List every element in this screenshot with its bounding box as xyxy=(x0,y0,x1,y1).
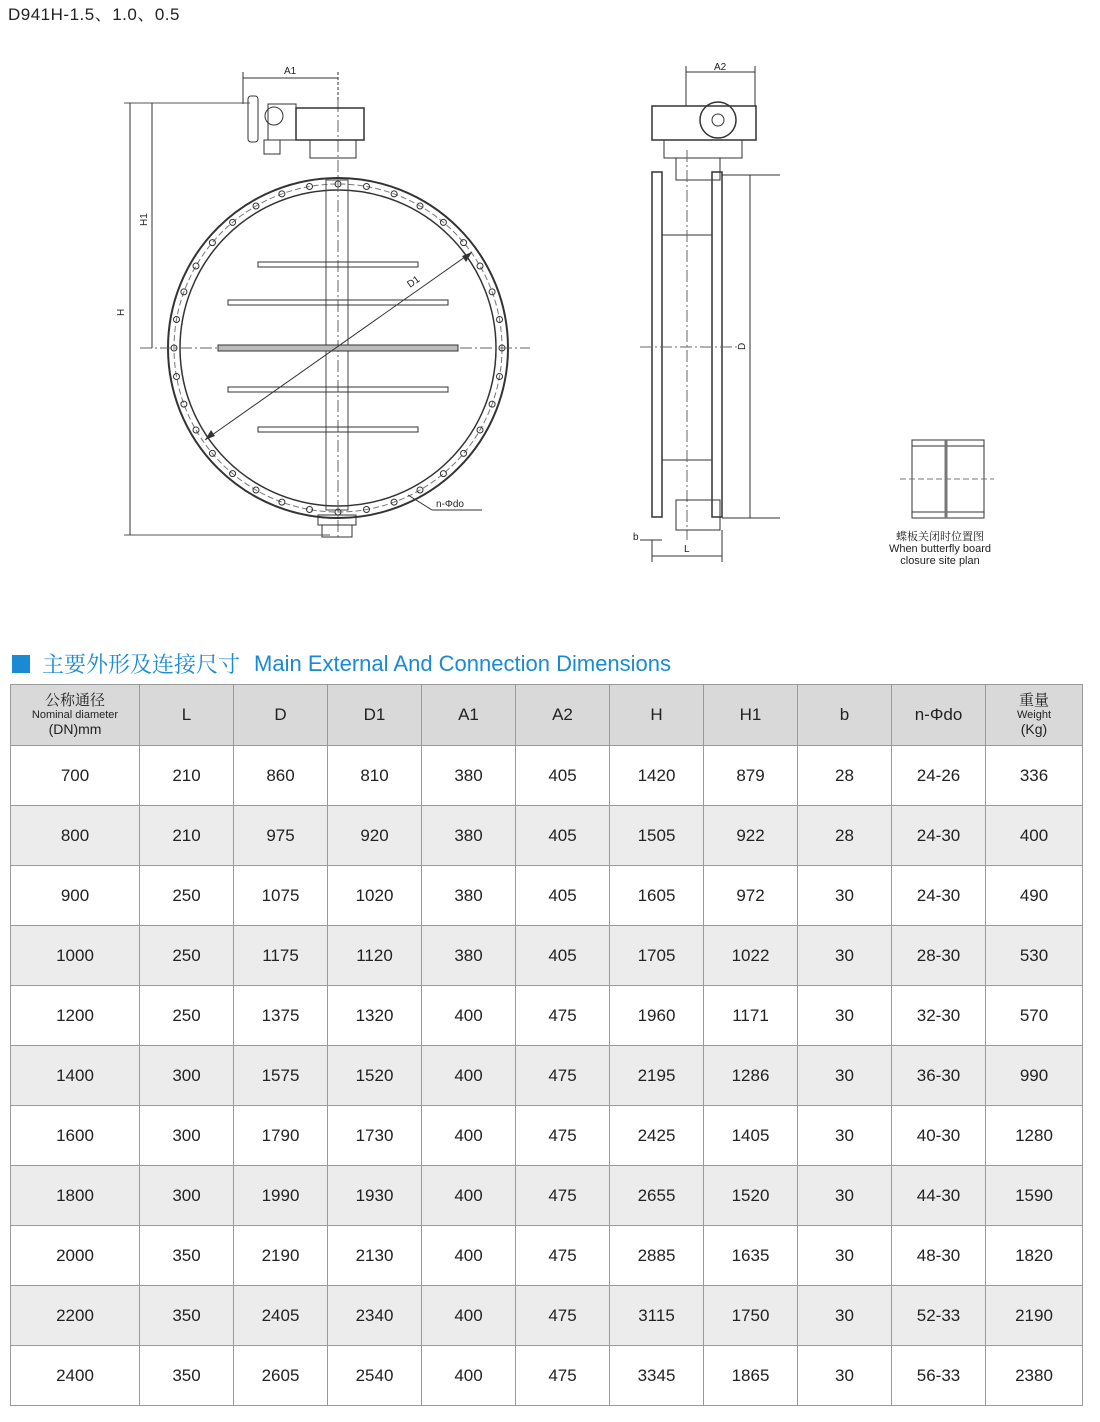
table-cell: 380 xyxy=(422,746,516,806)
table-row xyxy=(11,1346,1083,1406)
table-row xyxy=(11,1286,1083,1346)
table-body xyxy=(11,746,1083,1406)
table-cell: 1990 xyxy=(234,1166,328,1226)
table-cell: 1635 xyxy=(704,1226,798,1286)
table-cell: 350 xyxy=(140,1286,234,1346)
table-cell: 48-30 xyxy=(892,1226,986,1286)
header-cell: H1 xyxy=(704,685,798,746)
section-heading xyxy=(12,648,671,679)
table-cell: 1820 xyxy=(986,1226,1083,1286)
table-cell: 405 xyxy=(516,926,610,986)
table-cell: 1405 xyxy=(704,1106,798,1166)
table-cell: 380 xyxy=(422,806,516,866)
table-row xyxy=(11,746,1083,806)
table-cell: 300 xyxy=(140,1046,234,1106)
section-title-cn: 主要外形及连接尺寸 xyxy=(42,652,241,677)
header-dn xyxy=(11,685,140,746)
bolt-hole xyxy=(193,427,199,433)
dimensions-table xyxy=(10,684,1083,1406)
table-cell: 860 xyxy=(234,746,328,806)
gearbox-bracket xyxy=(310,140,356,158)
header-weight-en: Weight xyxy=(1016,709,1052,721)
side-view xyxy=(633,62,780,562)
table-cell: 900 xyxy=(11,866,140,926)
header-cell: A1 xyxy=(422,685,516,746)
bolt-label: n-Φdo xyxy=(436,499,464,510)
table-cell: 2405 xyxy=(234,1286,328,1346)
table-cell: 975 xyxy=(234,806,328,866)
bolt-hole xyxy=(477,263,483,269)
table-cell: 30 xyxy=(798,1166,892,1226)
header-dn-cn: 公称通径 xyxy=(44,692,105,709)
table-cell: 475 xyxy=(516,1166,610,1226)
table-cell: 2425 xyxy=(610,1106,704,1166)
table-cell: 570 xyxy=(986,986,1083,1046)
table-cell: 1505 xyxy=(610,806,704,866)
table-cell: 700 xyxy=(11,746,140,806)
table-cell: 52-33 xyxy=(892,1286,986,1346)
header-cell: A2 xyxy=(516,685,610,746)
table-cell: 400 xyxy=(422,1106,516,1166)
side-gearbox xyxy=(652,106,756,140)
table-cell: 1420 xyxy=(610,746,704,806)
table-cell: 24-26 xyxy=(892,746,986,806)
table-cell: 300 xyxy=(140,1106,234,1166)
a2-label: A2 xyxy=(714,62,727,73)
table-cell: 1790 xyxy=(234,1106,328,1166)
table-cell: 400 xyxy=(422,1226,516,1286)
b-label: b xyxy=(633,532,639,543)
closure-caption-en-2: closure site plan xyxy=(900,555,980,567)
table-row xyxy=(11,1106,1083,1166)
table-cell: 24-30 xyxy=(892,866,986,926)
table-cell: 1865 xyxy=(704,1346,798,1406)
table-cell: 1020 xyxy=(328,866,422,926)
table-cell: 1520 xyxy=(328,1046,422,1106)
table-cell: 30 xyxy=(798,926,892,986)
header-cell: n-Φdo xyxy=(892,685,986,746)
table-cell: 210 xyxy=(140,806,234,866)
table-cell: 30 xyxy=(798,1286,892,1346)
table-cell: 1000 xyxy=(11,926,140,986)
table-cell: 56-33 xyxy=(892,1346,986,1406)
table-cell: 400 xyxy=(422,986,516,1046)
l-label: L xyxy=(684,544,690,555)
table-cell: 475 xyxy=(516,986,610,1046)
header-dn-unit: (DN)mm xyxy=(48,721,102,737)
side-bracket xyxy=(664,140,742,158)
table-cell: 475 xyxy=(516,1106,610,1166)
table-row xyxy=(11,806,1083,866)
table-row xyxy=(11,1226,1083,1286)
bolt-hole xyxy=(440,471,446,477)
table-cell: 250 xyxy=(140,866,234,926)
h1-label: H1 xyxy=(139,213,150,226)
bolt-hole xyxy=(181,401,187,407)
h-label: H xyxy=(116,308,127,316)
table-cell: 350 xyxy=(140,1226,234,1286)
table-cell: 30 xyxy=(798,1106,892,1166)
closure-caption xyxy=(880,531,1000,567)
header-cell: D1 xyxy=(328,685,422,746)
table-cell: 400 xyxy=(422,1286,516,1346)
table-cell: 922 xyxy=(704,806,798,866)
table-cell: 400 xyxy=(422,1166,516,1226)
closure-caption-cn: 蝶板关闭时位置图 xyxy=(896,531,984,543)
bolt-hole xyxy=(193,263,199,269)
table-cell: 475 xyxy=(516,1226,610,1286)
table-cell: 40-30 xyxy=(892,1106,986,1166)
table-cell: 30 xyxy=(798,866,892,926)
bolt-hole xyxy=(461,450,467,456)
header-weight xyxy=(986,685,1083,746)
table-cell: 2190 xyxy=(234,1226,328,1286)
table-cell: 3345 xyxy=(610,1346,704,1406)
table-cell: 530 xyxy=(986,926,1083,986)
table-cell: 1400 xyxy=(11,1046,140,1106)
table-cell: 405 xyxy=(516,806,610,866)
a1-label: A1 xyxy=(284,66,297,77)
gearbox-housing xyxy=(296,108,364,140)
table-row xyxy=(11,866,1083,926)
table-cell: 30 xyxy=(798,986,892,1046)
table-cell: 350 xyxy=(140,1346,234,1406)
side-flange-left xyxy=(652,172,662,517)
table-cell: 30 xyxy=(798,1346,892,1406)
table-cell: 44-30 xyxy=(892,1166,986,1226)
table-cell: 300 xyxy=(140,1166,234,1226)
table-cell: 810 xyxy=(328,746,422,806)
header-weight-cn: 重量 xyxy=(1018,692,1049,709)
d1-label: D1 xyxy=(405,274,423,291)
handwheel-side-icon xyxy=(700,102,736,138)
table-cell: 1600 xyxy=(11,1106,140,1166)
bolt-hole xyxy=(209,240,215,246)
table-cell: 1075 xyxy=(234,866,328,926)
table-cell: 3115 xyxy=(610,1286,704,1346)
table-cell: 405 xyxy=(516,746,610,806)
table-cell: 1320 xyxy=(328,986,422,1046)
table-cell: 2655 xyxy=(610,1166,704,1226)
table-cell: 1960 xyxy=(610,986,704,1046)
table-cell: 2540 xyxy=(328,1346,422,1406)
side-hub-bottom xyxy=(676,500,720,530)
header-cell: b xyxy=(798,685,892,746)
gear-boss xyxy=(264,140,280,154)
header-dn-en: Nominal diameter xyxy=(31,709,119,721)
table-header-row xyxy=(11,685,1083,746)
table-cell: 28 xyxy=(798,746,892,806)
closure-caption-en-1: When butterfly board xyxy=(888,543,992,555)
table-cell: 400 xyxy=(422,1046,516,1106)
table-row xyxy=(11,986,1083,1046)
table-cell: 990 xyxy=(986,1046,1083,1106)
table-cell: 380 xyxy=(422,926,516,986)
bolt-hole xyxy=(279,499,285,505)
table-cell: 1930 xyxy=(328,1166,422,1226)
table-cell: 1286 xyxy=(704,1046,798,1106)
table-cell: 2605 xyxy=(234,1346,328,1406)
table-cell: 2885 xyxy=(610,1226,704,1286)
header-cell: L xyxy=(140,685,234,746)
table-cell: 30 xyxy=(798,1226,892,1286)
table-cell: 1200 xyxy=(11,986,140,1046)
side-flange-right xyxy=(712,172,722,517)
table-cell: 1280 xyxy=(986,1106,1083,1166)
table-cell: 475 xyxy=(516,1286,610,1346)
table-cell: 1750 xyxy=(704,1286,798,1346)
table-cell: 475 xyxy=(516,1346,610,1406)
table-cell: 1022 xyxy=(704,926,798,986)
section-title-en: Main External And Connection Dimensions xyxy=(254,650,672,676)
closure-detail xyxy=(900,440,994,518)
header-cell: D xyxy=(234,685,328,746)
table-cell: 1120 xyxy=(328,926,422,986)
table-cell: 28-30 xyxy=(892,926,986,986)
front-view xyxy=(116,66,530,540)
table-cell: 2400 xyxy=(11,1346,140,1406)
table-cell: 405 xyxy=(516,866,610,926)
table-cell: 972 xyxy=(704,866,798,926)
table-cell: 250 xyxy=(140,926,234,986)
table-cell: 2200 xyxy=(11,1286,140,1346)
table-cell: 1575 xyxy=(234,1046,328,1106)
table-cell: 30 xyxy=(798,1046,892,1106)
square-bullet-icon xyxy=(12,655,30,673)
table-cell: 800 xyxy=(11,806,140,866)
table-cell: 1605 xyxy=(610,866,704,926)
table-cell: 2130 xyxy=(328,1226,422,1286)
table-cell: 336 xyxy=(986,746,1083,806)
header-cell: H xyxy=(610,685,704,746)
table-cell: 36-30 xyxy=(892,1046,986,1106)
table-cell: 2340 xyxy=(328,1286,422,1346)
table-cell: 879 xyxy=(704,746,798,806)
table-cell: 250 xyxy=(140,986,234,1046)
table-cell: 210 xyxy=(140,746,234,806)
technical-drawing xyxy=(0,0,1100,600)
table-cell: 1590 xyxy=(986,1166,1083,1226)
table-cell: 400 xyxy=(422,1346,516,1406)
table-cell: 1705 xyxy=(610,926,704,986)
model-title: D941H-1.5、1.0、0.5 xyxy=(8,5,180,24)
table-cell: 2000 xyxy=(11,1226,140,1286)
table-cell: 2190 xyxy=(986,1286,1083,1346)
table-cell: 400 xyxy=(986,806,1083,866)
bolt-hole xyxy=(461,240,467,246)
table-row xyxy=(11,1046,1083,1106)
table-cell: 1800 xyxy=(11,1166,140,1226)
side-hub-top xyxy=(676,158,720,180)
d-label: D xyxy=(737,342,748,350)
table-cell: 2195 xyxy=(610,1046,704,1106)
table-cell: 920 xyxy=(328,806,422,866)
table-row xyxy=(11,1166,1083,1226)
table-cell: 1520 xyxy=(704,1166,798,1226)
table-row xyxy=(11,926,1083,986)
gearbox-side xyxy=(268,104,296,140)
table-cell: 475 xyxy=(516,1046,610,1106)
table-cell: 1375 xyxy=(234,986,328,1046)
table-cell: 1175 xyxy=(234,926,328,986)
table-cell: 28 xyxy=(798,806,892,866)
table-cell: 24-30 xyxy=(892,806,986,866)
table-cell: 380 xyxy=(422,866,516,926)
table-cell: 1171 xyxy=(704,986,798,1046)
table-cell: 490 xyxy=(986,866,1083,926)
table-cell: 32-30 xyxy=(892,986,986,1046)
header-weight-unit: (Kg) xyxy=(1020,721,1048,737)
table-cell: 2380 xyxy=(986,1346,1083,1406)
table-cell: 1730 xyxy=(328,1106,422,1166)
